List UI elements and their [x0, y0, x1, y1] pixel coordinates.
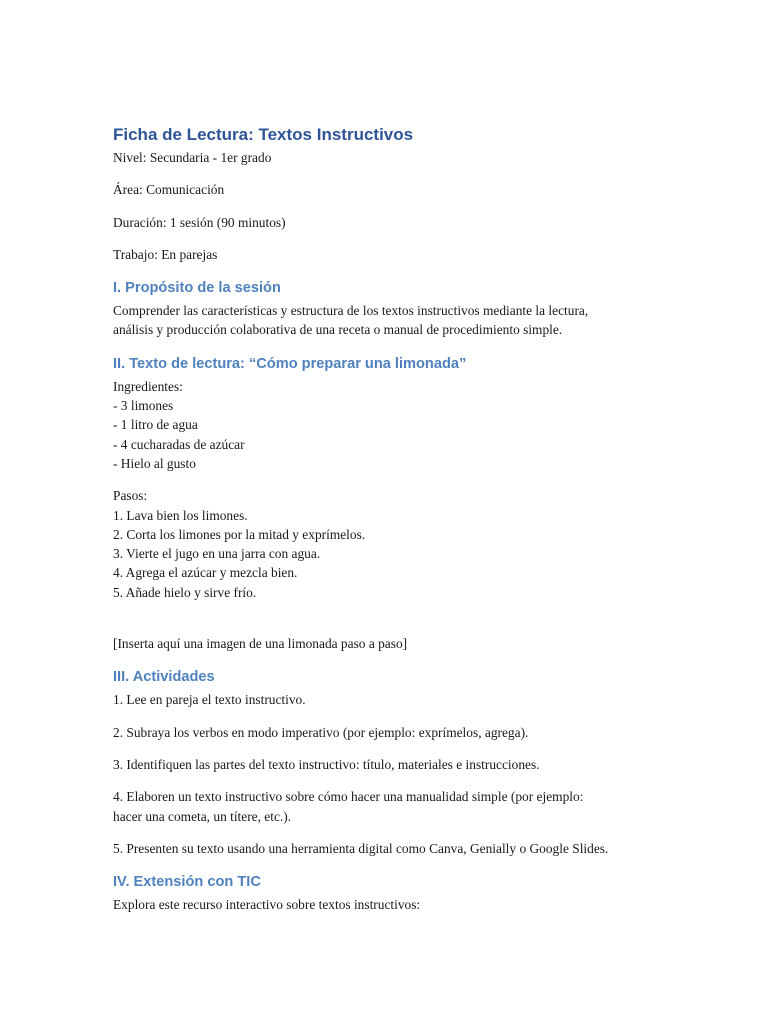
section-3-heading: III. Actividades: [113, 669, 215, 686]
meta-trabajo: Trabajo: En parejas: [113, 246, 218, 262]
section-4-heading: IV. Extensión con TIC: [113, 874, 261, 891]
meta-area: Área: Comunicación: [113, 182, 225, 198]
ingredient-item: - 3 limones: [113, 398, 174, 414]
section-1-heading: I. Propósito de la sesión: [113, 280, 281, 297]
steps-label: Pasos:: [113, 488, 148, 504]
meta-duracion: Duración: 1 sesión (90 minutos): [113, 214, 286, 230]
ingredient-item: - Hielo al gusto: [113, 455, 196, 471]
step-item: 2. Corta los limones por la mitad y exprímelos.: [113, 526, 366, 542]
section-2-heading: II. Texto de lectura: “Cómo preparar una limonada”: [113, 355, 467, 372]
image-placeholder-text: [Inserta aquí una imagen de una limonada paso a paso]: [113, 636, 408, 652]
activity-item: 3. Identifiquen las partes del texto instructivo: título, materiales e instrucciones.: [113, 756, 540, 772]
step-item: 1. Lava bien los limones.: [113, 507, 248, 523]
activity-item-continuation: hacer una cometa, un títere, etc.).: [113, 808, 292, 824]
step-item: 3. Vierte el jugo en una jarra con agua.: [113, 546, 321, 562]
ingredient-item: - 1 litro de agua: [113, 417, 198, 433]
meta-nivel: Nivel: Secundaria - 1er grado: [113, 150, 272, 165]
ingredients-label: Ingredientes:: [113, 378, 183, 394]
activity-item: 2. Subraya los verbos en modo imperativo (por ejemplo: exprímelos, agrega).: [113, 724, 529, 740]
section-1-body-line-1: Comprender las características y estructura de los textos instructivos mediante la lectura,: [113, 303, 589, 319]
section-1-body-line-2: análisis y producción colaborativa de una receta o manual de procedimiento simple.: [113, 322, 563, 338]
document-title: Ficha de Lectura: Textos Instructivos: [113, 125, 414, 144]
activity-item: 4. Elaboren un texto instructivo sobre cómo hacer una manualidad simple (por ejemplo:: [113, 789, 584, 805]
section-4-body: Explora este recurso interactivo sobre textos instructivos:: [113, 897, 421, 913]
document-page: [113, 124, 673, 914]
ingredient-item: - 4 cucharadas de azúcar: [113, 436, 245, 452]
activity-item: 1. Lee en pareja el texto instructivo.: [113, 692, 306, 708]
step-item: 4. Agrega el azúcar y mezcla bien.: [113, 565, 298, 581]
step-item: 5. Añade hielo y sirve frío.: [113, 584, 257, 600]
activity-item: 5. Presenten su texto usando una herramienta digital como Canva, Genially o Google Slides.: [113, 840, 609, 856]
